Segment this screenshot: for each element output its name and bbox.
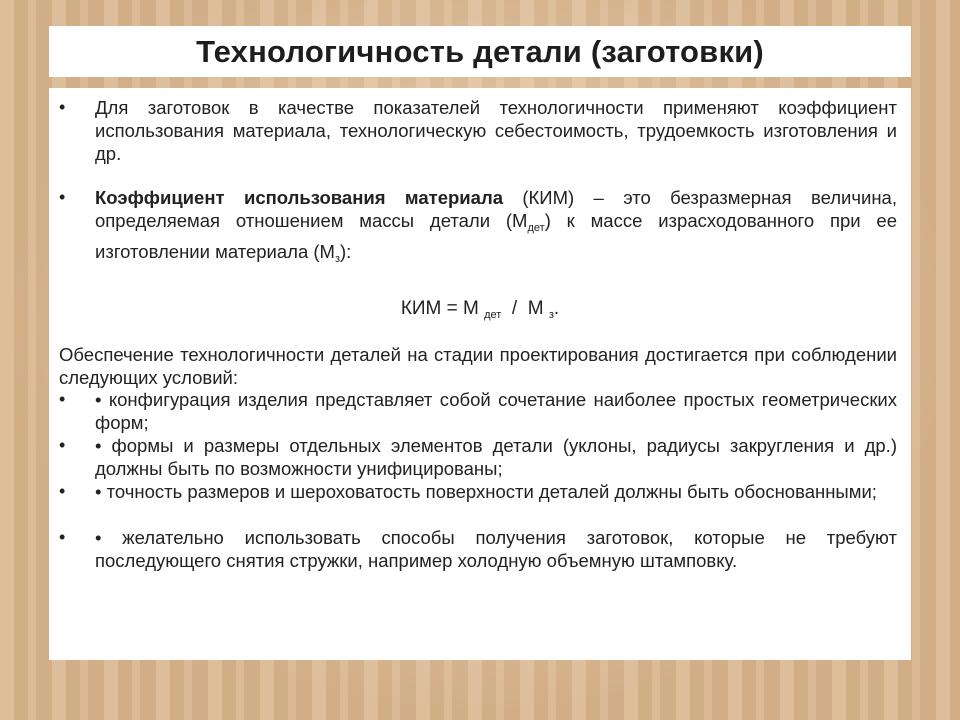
paragraph-indicators: Для заготовок в качестве показателей технологичности применяют коэффициент использования материала, технологическую себестоимость, трудоемкость изготовления и др. [95,97,897,164]
kim-sub-a: дет [527,222,545,234]
paragraph-conditions-intro: Обеспечение технологичности деталей на стадии проектирования достигается при соблюдении следующих условий: [59,344,897,388]
bullet-marker: • [59,435,66,455]
bullet-marker: • [59,97,66,117]
formula-sub1: дет [484,309,502,321]
kim-formula [49,296,911,328]
condition-item: • формы и размеры отдельных элементов детали (уклоны, радиусы закругления и др.) должны быть по возможности унифицированы; [95,435,897,479]
kim-term: Коэффициент использования материала [95,187,503,208]
condition-item: • конфигурация изделия представляет собой сочетание наиболее простых геометрических форм; [95,389,897,433]
formula-lhs: КИМ = М [400,298,485,319]
bullet-marker: • [59,389,66,409]
condition-item: • точность размеров и шероховатость поверхности деталей должны быть обоснованными; [95,481,877,502]
title-box [49,26,911,77]
bullet-marker: • [59,527,66,547]
kim-text-b: ) к массе израсходованного при ее изготовлении материала (М [95,210,897,262]
bullet-marker: • [59,481,66,501]
kim-text-c: ): [340,241,352,262]
formula-mid: / М [501,298,549,319]
formula-end: . [553,298,560,319]
content-box [49,88,911,660]
paragraph-kim-definition [95,186,897,271]
formula-sub2: з [548,309,554,321]
condition-item: • желательно использовать способы получения заготовок, которые не требуют последующего снятия стружки, например холодную объемную штамповку. [95,527,897,571]
slide-title: Технологичность детали (заготовки) [196,33,764,69]
bullet-marker: • [59,187,66,207]
kim-text-a: (КИМ) – это безразмерная величина, определяемая отношением массы детали (М [95,187,897,231]
kim-sub-b: з [334,253,341,265]
